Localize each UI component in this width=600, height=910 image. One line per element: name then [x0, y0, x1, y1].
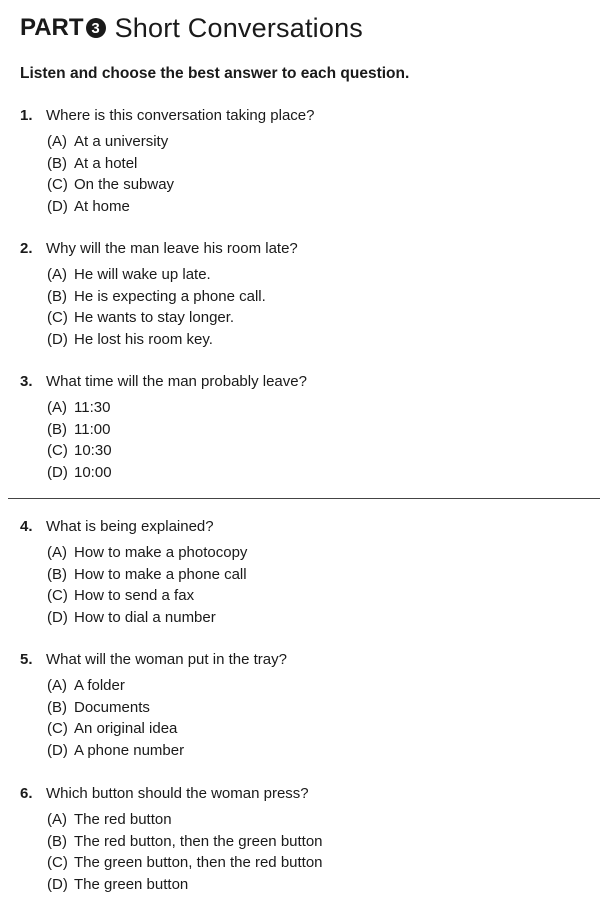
option-text: He lost his room key.	[74, 331, 213, 349]
question-number: 6.	[20, 784, 33, 802]
option-text: At a university	[74, 133, 169, 151]
option-text: The green button	[74, 876, 189, 894]
question-line	[20, 370, 580, 392]
question-4	[20, 515, 580, 628]
option-letter: (B)	[47, 565, 67, 583]
option-text: At a hotel	[74, 154, 138, 172]
option-letter: (A)	[47, 266, 67, 284]
answer-option-c[interactable]	[47, 852, 580, 874]
answer-option-d[interactable]	[47, 462, 580, 484]
option-text: How to dial a number	[74, 609, 216, 627]
option-text: He will wake up late.	[74, 266, 211, 284]
answer-option-b[interactable]	[47, 153, 580, 175]
answer-option-c[interactable]	[47, 585, 580, 607]
option-text: On the subway	[74, 176, 175, 194]
question-3	[20, 370, 580, 483]
answer-option-d[interactable]	[47, 740, 580, 762]
option-letter: (B)	[47, 420, 67, 438]
question-text: What time will the man probably leave?	[46, 372, 307, 390]
option-letter: (D)	[47, 198, 68, 216]
answer-option-a[interactable]	[47, 131, 580, 153]
option-letter: (C)	[47, 442, 68, 460]
option-text: 11:30	[74, 399, 111, 417]
question-line	[20, 515, 580, 537]
option-text: 11:00	[74, 420, 111, 438]
option-letter: (C)	[47, 176, 68, 194]
answer-option-d[interactable]	[47, 329, 580, 351]
question-1	[20, 104, 580, 217]
option-letter: (D)	[47, 742, 68, 760]
option-letter: (B)	[47, 154, 67, 172]
answer-option-d[interactable]	[47, 874, 580, 896]
answer-option-a[interactable]	[47, 675, 580, 697]
option-letter: (D)	[47, 876, 68, 894]
question-number: 4.	[20, 517, 33, 535]
option-text: How to send a fax	[74, 587, 195, 605]
question-number: 1.	[20, 106, 33, 124]
answer-option-b[interactable]	[47, 564, 580, 586]
answer-option-c[interactable]	[47, 174, 580, 196]
answer-option-a[interactable]	[47, 264, 580, 286]
answer-options	[47, 675, 580, 761]
option-text: How to make a photocopy	[74, 544, 248, 562]
option-text: At home	[74, 198, 130, 216]
answer-option-a[interactable]	[47, 542, 580, 564]
option-text: 10:30	[74, 442, 112, 460]
section-divider	[8, 498, 600, 499]
question-6	[20, 782, 580, 895]
option-text: How to make a phone call	[74, 565, 247, 583]
option-letter: (C)	[47, 854, 68, 872]
answer-option-d[interactable]	[47, 607, 580, 629]
option-text: A phone number	[74, 742, 185, 760]
answer-option-b[interactable]	[47, 419, 580, 441]
question-text: What is being explained?	[46, 517, 214, 535]
page-title: Short Conversations	[114, 12, 363, 43]
question-number: 2.	[20, 239, 33, 257]
option-letter: (B)	[47, 698, 67, 716]
option-text: A folder	[74, 677, 125, 695]
question-2	[20, 237, 580, 350]
question-line	[20, 104, 580, 126]
option-letter: (C)	[47, 720, 68, 738]
question-number: 5.	[20, 650, 33, 668]
option-letter: (D)	[47, 464, 68, 482]
question-5	[20, 648, 580, 761]
question-text: Where is this conversation taking place?	[46, 106, 315, 124]
option-text: 10:00	[74, 464, 112, 482]
option-letter: (D)	[47, 609, 68, 627]
option-text: The green button, then the red button	[74, 854, 323, 872]
answer-option-d[interactable]	[47, 196, 580, 218]
answer-option-a[interactable]	[47, 809, 580, 831]
question-line	[20, 237, 580, 259]
option-text: An original idea	[74, 720, 178, 738]
page-header	[20, 8, 363, 48]
option-text: He is expecting a phone call.	[74, 287, 266, 305]
answer-option-b[interactable]	[47, 286, 580, 308]
question-line	[20, 648, 580, 670]
option-text: The red button, then the green button	[74, 832, 323, 850]
question-text: Which button should the woman press?	[46, 784, 309, 802]
option-text: The red button	[74, 811, 172, 829]
answer-option-c[interactable]	[47, 307, 580, 329]
option-letter: (A)	[47, 677, 67, 695]
answer-option-c[interactable]	[47, 440, 580, 462]
answer-option-b[interactable]	[47, 831, 580, 853]
question-line	[20, 782, 580, 804]
part-number-badge: 3	[86, 18, 106, 38]
question-text: Why will the man leave his room late?	[46, 239, 298, 257]
option-letter: (B)	[47, 287, 67, 305]
option-letter: (D)	[47, 331, 68, 349]
part-label: PART	[20, 14, 84, 41]
answer-options	[47, 264, 580, 350]
answer-options	[47, 542, 580, 628]
answer-option-b[interactable]	[47, 697, 580, 719]
instruction-text: Listen and choose the best answer to each question.	[20, 65, 410, 82]
option-text: He wants to stay longer.	[74, 309, 235, 327]
option-text: Documents	[74, 698, 150, 716]
option-letter: (A)	[47, 399, 67, 417]
question-number: 3.	[20, 372, 33, 390]
answer-options	[47, 397, 580, 483]
answer-option-a[interactable]	[47, 397, 580, 419]
answer-options	[47, 809, 580, 895]
option-letter: (C)	[47, 309, 68, 327]
option-letter: (C)	[47, 587, 68, 605]
option-letter: (B)	[47, 832, 67, 850]
option-letter: (A)	[47, 811, 67, 829]
answer-option-c[interactable]	[47, 718, 580, 740]
answer-options	[47, 131, 580, 217]
option-letter: (A)	[47, 133, 67, 151]
question-text: What will the woman put in the tray?	[46, 650, 287, 668]
option-letter: (A)	[47, 544, 67, 562]
